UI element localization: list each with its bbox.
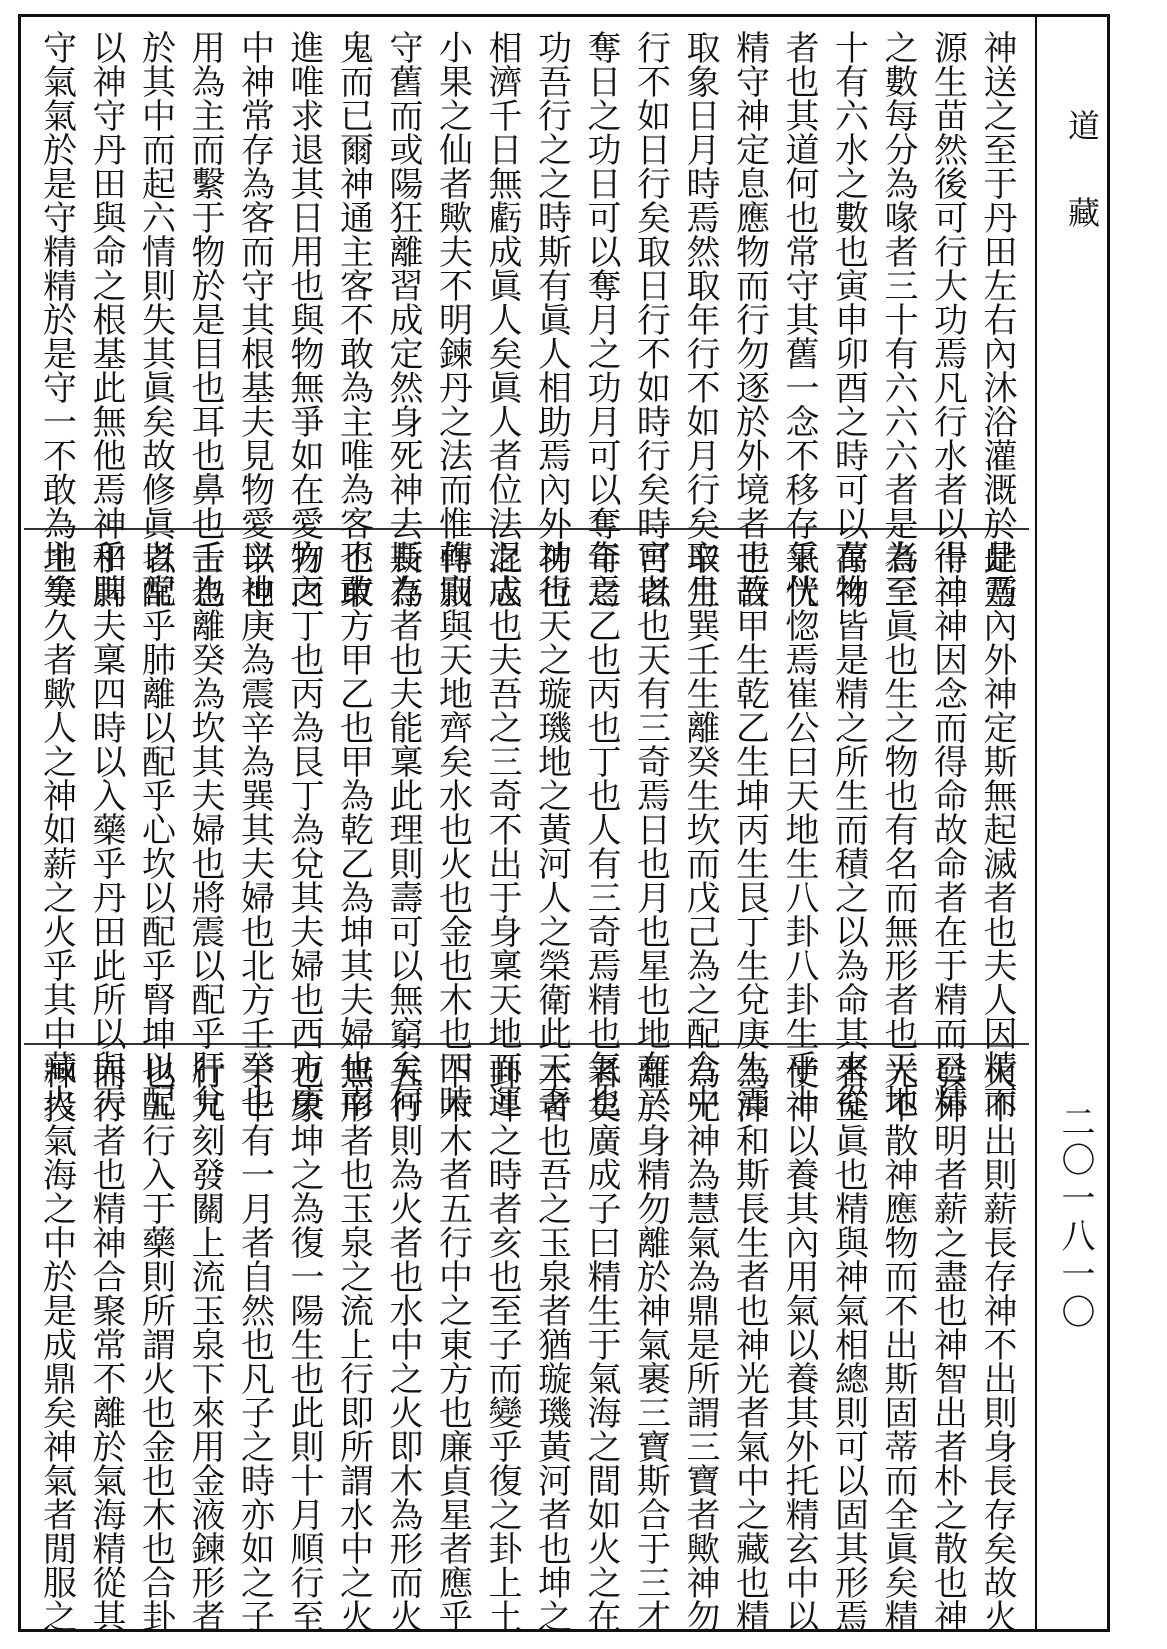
text-column: 壬為離癸為坎其夫婦也將震以配乎肝兌 [185,540,225,1118]
text-column: 於其中而起六情則失其眞矣故修眞者常 [135,30,176,608]
text-column: 也東方甲乙也甲為乾乙為坤其夫婦也南 [333,540,374,1118]
text-column: 源生苗然後可行大功焉凡行水者以十二 [927,30,968,608]
text-column: 小果之仙者歟夫不明鍊丹之法而惟作寂 [432,30,473,608]
text-column: 精守神定息應物而行勿逐於外境者也吾 [729,30,770,608]
text-column: 干故甲生乾乙生坤丙生艮丁生兌庚生震 [729,540,770,1118]
text-column: 之志也夫吾之三奇不出于身稟天地而運 [482,540,522,1118]
text-column: 奪日之功日可以奪月之功月可以奪年之 [581,30,621,608]
text-column: 守氣氣於是守精精於是守一不敢為主矣 [36,30,77,608]
text-column: 以配乎肺離以配乎心坎以配乎腎坤以配 [135,540,176,1118]
text-column: 而行者也精神合聚常不離於氣海精從其 [86,1055,126,1633]
text-column: 神送之至于丹田左右內沐浴灌溉於是靈 [977,30,1017,608]
text-column: 辛生巽壬生離癸生坎而戊己為之配合中 [680,540,720,1118]
text-column: 功吾行之之時斯有眞人相助焉內外功行 [531,30,572,608]
text-column: 用為主而繫于物於是目也耳也鼻也舌也 [185,30,225,608]
text-section-middle [24,540,1029,1118]
text-column: 發外明者薪之盡也神智出者朴之散也神 [927,1055,968,1633]
text-column: 地等久者歟人之神如薪之火乎其中藏火 [36,540,77,1118]
page-number: 二〇一八一〇 [1055,1104,1095,1332]
text-section-bottom [24,1055,1029,1633]
text-column: 火不出則薪長存神不出則身長存矣故火 [977,1055,1017,1633]
text-column: 離於身精勿離於神氣裹三寶斯合于三才 [630,1055,671,1633]
text-column: 者至眞也精與神氣相總則可以固其形焉 [828,1055,869,1633]
text-column: 方丙丁也丙為艮丁為兌其夫婦也西方庚 [284,540,324,1118]
text-column: 下木木者五行中之東方也廉貞星者應乎 [432,1055,473,1633]
text-column: 卦斗之時者亥也至子而變乎復之卦上土 [482,1055,522,1633]
text-column: 進唯求退其日用也與物無爭如在愛物之 [284,30,324,608]
text-column: 乎脾夫稟四時以入藥乎丹田此所以與天 [86,540,126,1118]
text-column: 使神以養其內用氣以養其外托精玄中以 [779,1055,819,1633]
text-column: 乎恍惚焉崔公曰天地生八卦八卦生乎十 [779,540,819,1118]
text-column: 取象日月時焉然取年行不如月行矣取月 [680,30,720,608]
text-column: 者至眞也生之物也有名而無形者也天地 [878,540,918,1118]
text-column: 也象坤之為復一陽生也此則十月順行至 [284,1055,324,1633]
text-column: 鬼而已爾神通主客不敢為主唯為客不敢 [333,30,374,608]
text-column: 奇焉乙也丙也丁也人有三奇焉精也氣也 [581,540,621,1118]
text-column: 中神常存為客而守其根基夫見物愛以神 [234,30,275,608]
text-column: 木者也吾之玉泉者猶璇璣黃河者也坤之 [531,1055,572,1633]
collection-name: 道藏 [1063,109,1101,283]
text-column: 也五行入于藥則所謂火也金也木也合卦 [135,1055,176,1633]
text-section-top [24,30,1029,608]
text-column: 辛也庚為震辛為巽其夫婦也北方壬癸也 [234,540,275,1118]
text-column: 十有六水之數也寅申卯酉之時可以存神 [828,30,869,608]
text-column: 神也天之璇璣地之黃河人之榮衛此三奇 [531,540,572,1118]
text-column: 者矣廣成子曰精生于氣海之間如火之在 [581,1055,621,1633]
text-column: 宮者也天有三奇焉日也月也星也地有三 [630,540,671,1118]
text-column: 為沖和斯長生者也神光者氣中之藏也精 [729,1055,770,1633]
text-column: 光不散神應物而不出斯固蒂而全眞矣精 [878,1055,918,1633]
text-column: 五行則為火者也水中之火即木為形而火 [383,1055,423,1633]
text-column: 長存者也夫能稟此理則壽可以無窮矣何 [383,540,423,1118]
text-column: 者也其道何也常守其舊一念不移存氣伏 [779,30,819,608]
text-column: 此乃內外神定斯無起滅者也夫人因精而 [977,540,1017,1118]
text-column: 為光神為慧氣為鼎是所謂三寶者歟神勿 [680,1055,720,1633]
text-column: 守舊而或陽狂離習成定然身死神去斯為 [383,30,423,608]
text-column: 萬物皆是精之所生而積之以為命其來從 [828,540,869,1118]
text-column: 行九刻發關上流玉泉下來用金液鍊形者 [185,1055,225,1633]
text-column: 無形者也玉泉之流上行即所謂水中之火 [333,1055,374,1633]
text-column: 以神守丹田與命之根基此無他焉神和則 [86,30,126,608]
text-column: 行不如日行矣取日行不如時行矣時可以 [630,30,671,608]
text-column: 相濟千日無虧成眞人矣眞人者位法混成 [482,30,522,608]
text-column: 于十有一月者自然也凡子之時亦如之子 [234,1055,275,1633]
text-column: 神投氣海之中於是成鼎矣神氣者閒服之 [36,1055,77,1633]
text-column: 轉則與天地齊矣水也火也金也木也四時 [432,540,473,1118]
text-column: 得神神因念而得命故命者在于精而已精 [927,540,968,1118]
text-column: 之數每分為喙者三十有六六六者是為三 [878,30,918,608]
margin-label-strip [1035,14,1110,1632]
